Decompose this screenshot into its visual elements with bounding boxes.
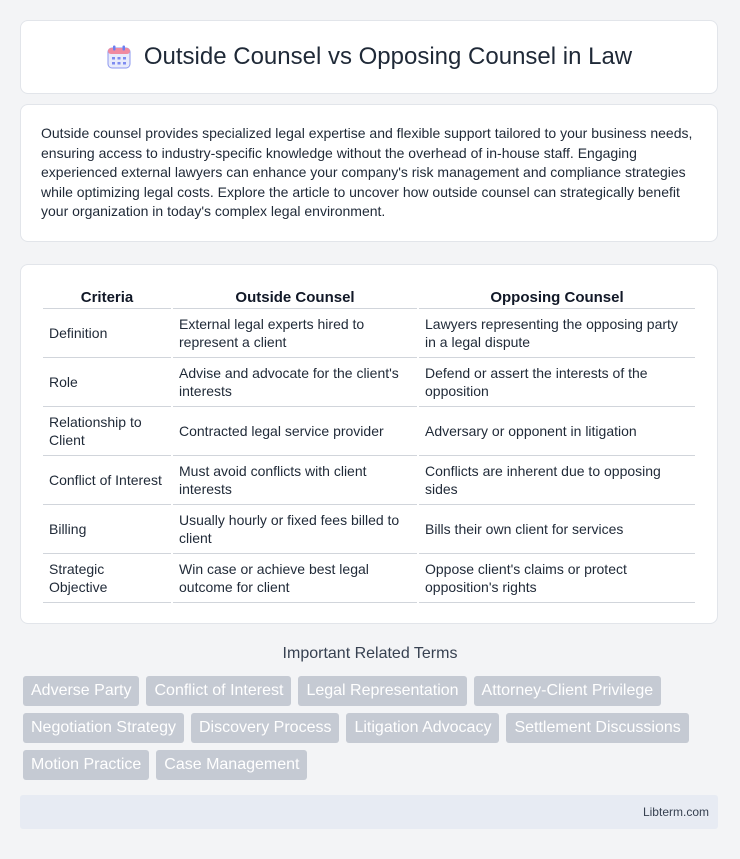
table-cell: Adversary or opponent in litigation [419,407,695,456]
calendar-icon [106,44,132,70]
table-row [43,456,695,505]
tag-discovery-process[interactable]: Discovery Process [191,713,339,743]
tag-settlement-discussions[interactable]: Settlement Discussions [506,713,688,743]
table-cell: Definition [43,309,171,358]
table-cell: Lawyers representing the opposing party in a legal dispute [419,309,695,358]
table-row [43,358,695,407]
table-header-row [43,281,695,309]
table-cell: Usually hourly or fixed fees billed to client [173,505,417,554]
tag-motion-practice[interactable]: Motion Practice [23,750,149,780]
tag-attorney-client-privilege[interactable]: Attorney-Client Privilege [474,676,662,706]
page-title: Outside Counsel vs Opposing Counsel in Law [143,43,633,70]
table-cell: Must avoid conflicts with client interests [173,456,417,505]
table-cell: Win case or achieve best legal outcome for client [173,554,417,603]
table-row [43,407,695,456]
intro-card [20,104,718,242]
table-cell: Billing [43,505,171,554]
table-cell: Relationship to Client [43,407,171,456]
tag-case-management[interactable]: Case Management [156,750,307,780]
table-cell: Contracted legal service provider [173,407,417,456]
column-header-criteria: Criteria [43,281,171,309]
comparison-table [41,281,697,603]
table-cell: Conflict of Interest [43,456,171,505]
intro-paragraph: Outside counsel provides specialized legal expertise and flexible support tailored to your business needs, ensuring access to industry-specific knowledge without the overhead of in-house staff. Engaging experienced external lawyers can enhance your company's risk management and compliance strategies while optimizing legal costs. Explore the article to uncover how outside counsel can strategically benefit your organization in today's complex legal environment. [41,125,693,220]
tag-legal-representation[interactable]: Legal Representation [298,676,466,706]
table-cell: Advise and advocate for the client's interests [173,358,417,407]
footer [20,795,718,829]
header-card [20,20,718,94]
table-cell: Oppose client's claims or protect opposition's rights [419,554,695,603]
tag-adverse-party[interactable]: Adverse Party [23,676,139,706]
footer-site-link[interactable]: Libterm.com [642,805,709,819]
table-cell: External legal experts hired to represent a client [173,309,417,358]
table-cell: Conflicts are inherent due to opposing sides [419,456,695,505]
table-cell: Bills their own client for services [419,505,695,554]
tag-litigation-advocacy[interactable]: Litigation Advocacy [346,713,499,743]
related-terms-heading: Important Related Terms [282,645,458,662]
comparison-card [20,264,718,624]
table-cell: Defend or assert the interests of the opposition [419,358,695,407]
table-cell: Strategic Objective [43,554,171,603]
tag-negotiation-strategy[interactable]: Negotiation Strategy [23,713,184,743]
tag-conflict-of-interest[interactable]: Conflict of Interest [146,676,291,706]
related-terms-list [23,676,723,780]
column-header-opposing-counsel: Opposing Counsel [419,281,695,309]
column-header-outside-counsel: Outside Counsel [173,281,417,309]
table-row [43,309,695,358]
table-row [43,505,695,554]
table-cell: Role [43,358,171,407]
table-row [43,554,695,603]
